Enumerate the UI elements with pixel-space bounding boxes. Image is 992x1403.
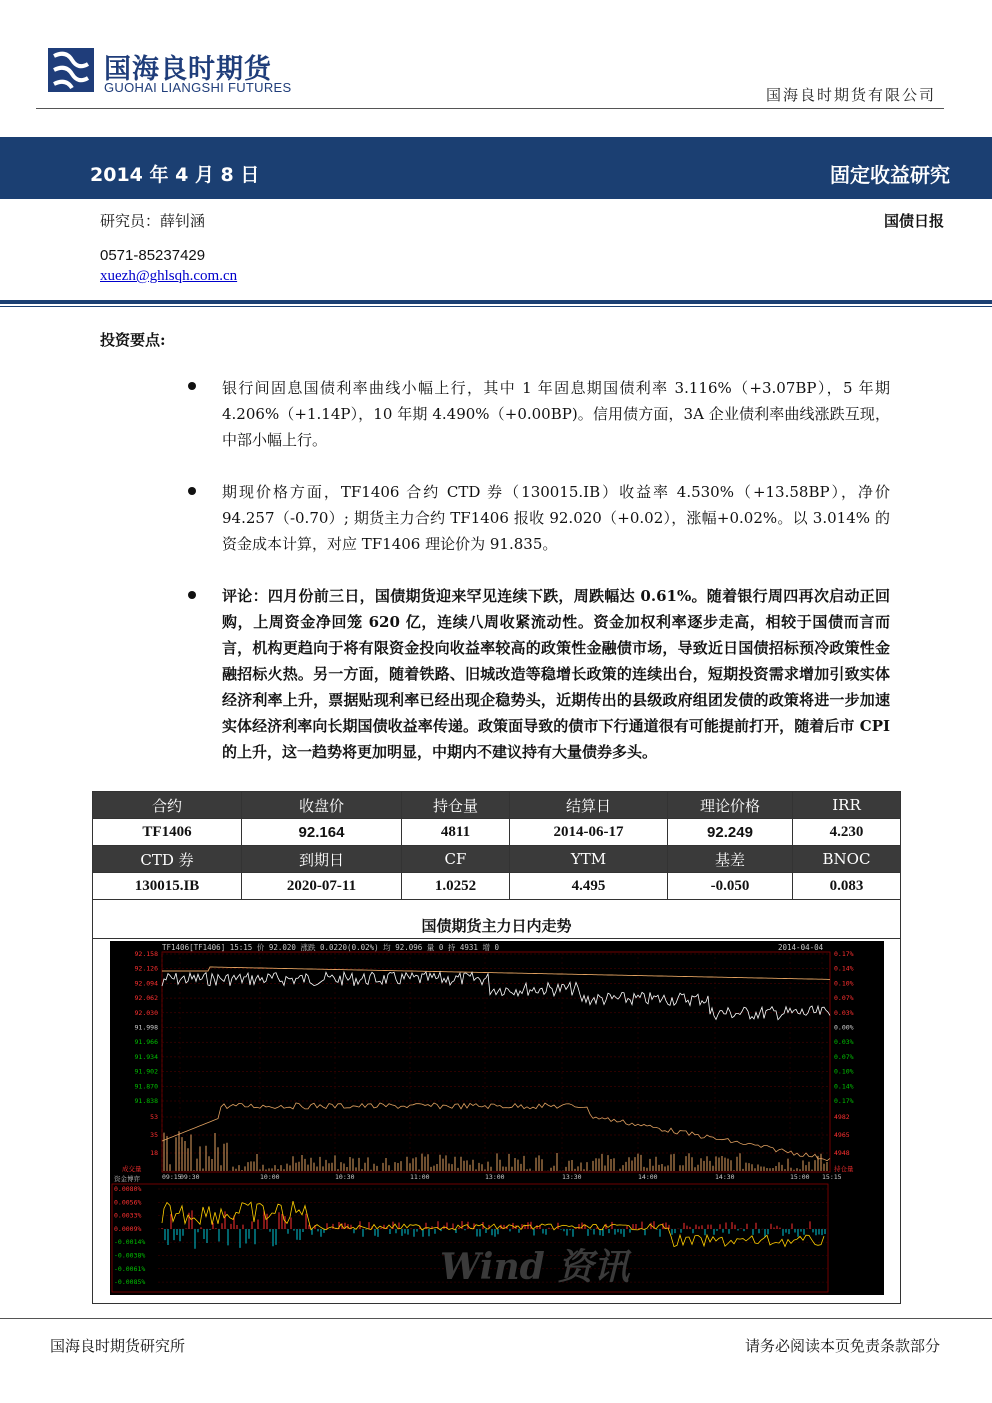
- intraday-chart: [110, 941, 884, 1295]
- flow-axis-label: 资金博弈: [114, 1175, 140, 1183]
- table-header-cell: 理论价格: [668, 792, 793, 819]
- section-divider-thick: [0, 300, 992, 304]
- logo-en-text: GUOHAI LIANGSHI FUTURES: [104, 80, 292, 95]
- volume-tick-label: 35: [150, 1131, 158, 1139]
- key-point-1: 银行间固息国债利率曲线小幅上行，其中 1 年固息期国债利率 3.116%（+3.07BP），5 年期 4.206%（+1.14P），10 年期 4.490%（+0.00BP)。信用债方面，3A 企业债利率曲线涨跌互现，中部小幅上行。: [222, 379, 890, 449]
- company-name: 国海良时期货有限公司: [765, 86, 936, 104]
- price-tick-label: 91.838: [134, 1097, 158, 1105]
- table-header-cell: IRR: [793, 792, 901, 819]
- table-cell: 4.495: [510, 873, 668, 900]
- table-header-cell: 结算日: [510, 792, 668, 819]
- table-cell: 2020-07-11: [242, 873, 402, 900]
- key-points-title: 投资要点:: [100, 331, 166, 349]
- price-tick-label: 92.158: [134, 950, 158, 958]
- pct-tick-label: 0.07%: [834, 994, 854, 1003]
- table-cell: 130015.IB: [93, 873, 242, 900]
- pct-tick-label: 0.14%: [834, 964, 854, 973]
- price-tick-label: 92.094: [134, 979, 158, 988]
- table-header-cell: CF: [402, 846, 510, 873]
- oi-tick-label: 4965: [834, 1131, 850, 1139]
- logo-cn-text: 国海良时期货: [104, 54, 272, 85]
- table-cell: 1.0252: [402, 873, 510, 900]
- table-cell: 92.164: [242, 819, 402, 846]
- flow-tick-label: -0.0085%: [114, 1278, 146, 1287]
- pct-tick-label: 0.03%: [834, 1038, 854, 1047]
- time-tick-label: 10:00: [260, 1173, 280, 1181]
- chart-title-divider: [92, 938, 901, 939]
- price-tick-label: 91.998: [134, 1023, 158, 1032]
- oi-axis-label: 持仓量: [834, 1165, 854, 1173]
- table-header-cell: 收盘价: [242, 792, 402, 819]
- section-divider-thin: [0, 306, 992, 307]
- time-tick-label: 09:30: [180, 1173, 200, 1181]
- time-tick-label: 11:00: [410, 1173, 430, 1181]
- price-tick-label: 91.902: [134, 1067, 158, 1076]
- flow-tick-label: -0.0061%: [114, 1264, 146, 1273]
- researcher: 研究员：薛钊涵: [100, 212, 206, 230]
- table-header-cell: 合约: [93, 792, 242, 819]
- key-point-2: 期现价格方面，TF1406 合约 CTD 券（130015.IB）收益率 4.530%（+13.58BP），净价 94.257（-0.70）; 期货主力合约 TF1406 报收 92.020（+0.02），涨幅+0.02%。以 3.014% 的资金成本计算，对应 TF1406 理论价为 91.835。: [222, 483, 890, 553]
- oi-tick-label: 4948: [834, 1149, 850, 1157]
- table-header-cell: 到期日: [242, 846, 402, 873]
- oi-tick-label: 4982: [834, 1113, 850, 1121]
- table-header-row: [93, 846, 901, 873]
- pct-tick-label: 0.17%: [834, 950, 854, 958]
- table-header-cell: BNOC: [793, 846, 901, 873]
- pct-tick-label: 0.07%: [834, 1052, 854, 1061]
- flow-tick-label: 0.0080%: [114, 1185, 142, 1193]
- time-tick-label: 15:15: [822, 1173, 842, 1181]
- volume-tick-label: 53: [150, 1113, 158, 1121]
- price-tick-label: 91.870: [134, 1082, 158, 1091]
- pct-tick-label: 0.10%: [834, 979, 854, 988]
- flow-tick-label: 0.0033%: [114, 1211, 142, 1220]
- table-header-cell: 持仓量: [402, 792, 510, 819]
- chart-date: 2014-04-04: [778, 943, 824, 952]
- contract-table: [92, 791, 901, 900]
- table-row: [93, 819, 901, 846]
- report-section: 固定收益研究: [830, 163, 950, 187]
- time-tick-label: 14:30: [715, 1173, 735, 1181]
- time-tick-label: 10:30: [335, 1173, 355, 1181]
- table-row: [93, 873, 901, 900]
- wind-watermark: Wind 资讯: [440, 1246, 630, 1288]
- table-cell: 2014-06-17: [510, 819, 668, 846]
- bullet-icon: [188, 487, 196, 495]
- pct-tick-label: 0.03%: [834, 1008, 854, 1017]
- flow-tick-label: -0.0038%: [114, 1251, 146, 1260]
- time-tick-label: 15:00: [790, 1173, 810, 1181]
- price-tick-label: 91.966: [134, 1038, 158, 1047]
- time-tick-label: 14:00: [638, 1173, 658, 1181]
- chart-title: 国债期货主力日内走势: [421, 917, 572, 935]
- table-cell: TF1406: [93, 819, 242, 846]
- table-cell: 4.230: [793, 819, 901, 846]
- table-header-cell: 基差: [668, 846, 793, 873]
- report-type: 国债日报: [883, 212, 944, 230]
- footer-divider: [0, 1318, 992, 1319]
- footer-disclaimer: 请务必阅读本页免责条款部分: [744, 1337, 940, 1355]
- price-tick-label: 91.934: [134, 1052, 158, 1061]
- table-header-row: [93, 792, 901, 819]
- price-tick-label: 92.062: [134, 994, 158, 1003]
- pct-tick-label: 0.14%: [834, 1082, 854, 1091]
- flow-tick-label: 0.0056%: [114, 1198, 142, 1207]
- pct-tick-label: 0.00%: [834, 1023, 854, 1032]
- table-cell: -0.050: [668, 873, 793, 900]
- flow-tick-label: -0.0014%: [114, 1238, 146, 1247]
- volume-tick-label: 18: [150, 1149, 158, 1157]
- email-link[interactable]: xuezh@ghlsqh.com.cn: [100, 268, 238, 284]
- time-tick-label: 13:00: [485, 1173, 505, 1181]
- table-cell: 4811: [402, 819, 510, 846]
- key-point-3: 评论：四月份前三日，国债期货迎来罕见连续下跌，周跌幅达 0.61%。随着银行周四再次启动正回购，上周资金净回笼 620 亿，连续八周收紧流动性。资金加权利率逐步走高，相较于国债而言而言，机构更趋向于将有限资金投向收益率较高的政策性金融债市场，导致近日国债招标预冷政策性金融招标火热。另一方面，随着铁路、旧城改造等稳增长政策的连续出台，短期投资需求增加引致实体经济利率上升，票据贴现利率已经出现企稳势头，近期传出的县级政府组团发债的政策将进一步加速实体经济利率向长期国债收益率传递。政策面导致的债市下行通道很有可能提前打开，随着后市 CPI 的上升，这一趋势将更加明显，中期内不建议持有大量债券多头。: [222, 587, 890, 761]
- report-date: 2014 年 4 月 8 日: [90, 164, 260, 186]
- bullet-icon: [188, 591, 196, 599]
- volume-axis-label: 成交量: [122, 1165, 142, 1173]
- phone-number: 0571-85237429: [100, 247, 206, 264]
- company-logo-icon: [48, 46, 94, 94]
- table-cell: 0.083: [793, 873, 901, 900]
- time-tick-label: 13:30: [562, 1173, 582, 1181]
- flow-tick-label: 0.0009%: [114, 1224, 142, 1233]
- time-tick-label: 09:15: [162, 1173, 182, 1181]
- header-divider: [36, 108, 944, 109]
- footer-institute: 国海良时期货研究所: [50, 1337, 186, 1355]
- price-tick-label: 92.030: [134, 1008, 158, 1017]
- table-header-cell: YTM: [510, 846, 668, 873]
- table-cell: 92.249: [668, 819, 793, 846]
- price-tick-label: 92.126: [134, 964, 158, 973]
- table-header-cell: CTD 券: [93, 846, 242, 873]
- chart-info-line: TF1406[TF1406] 15:15 价 92.020 涨跌 0.0220(0.02%) 均 92.096 量 0 持 4931 增 0: [162, 943, 499, 952]
- pct-tick-label: 0.10%: [834, 1067, 854, 1076]
- pct-tick-label: 0.17%: [834, 1097, 854, 1105]
- bullet-icon: [188, 382, 196, 390]
